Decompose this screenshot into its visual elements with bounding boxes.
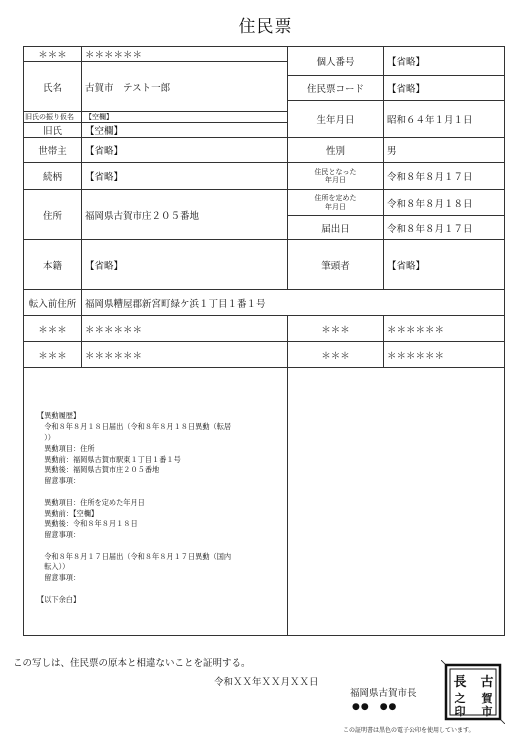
notification-date-label: 届出日	[288, 216, 384, 240]
name-label: 氏名	[24, 62, 82, 112]
masked-value: ＊＊＊＊＊＊	[82, 342, 288, 368]
name-value: 古賀市 テスト一郎	[82, 62, 288, 112]
birthdate-label: 生年月日	[288, 101, 384, 138]
relation-value: 【省略】	[82, 163, 288, 190]
svg-text:市: 市	[481, 705, 493, 718]
relation-label: 続柄	[24, 163, 82, 190]
address-value: 福岡県古賀市庄２０５番地	[82, 190, 288, 240]
address-label: 住所	[24, 190, 82, 240]
head-of-family-label: 筆頭者	[288, 240, 384, 290]
household-head-label: 世帯主	[24, 138, 82, 163]
mayor-title: 福岡県古賀市長	[350, 688, 417, 699]
resident-code-value: 【省略】	[384, 76, 505, 101]
certification-statement: この写しは、住民票の原本と相違ないことを証明する。	[13, 658, 251, 669]
change-history-cell	[24, 368, 288, 636]
footnote: この証明書は黒色の電子公印を使用しています。	[343, 727, 475, 734]
masked-value: ＊＊＊＊＊＊	[82, 47, 288, 62]
individual-number-label: 個人番号	[288, 47, 384, 76]
notification-date-value: 令和８年８月１７日	[384, 216, 505, 240]
masked-label: ＊＊＊	[288, 342, 384, 368]
prev-address-value: 福岡県糟屋郡新宮町緑ケ浜１丁目１番１号	[82, 290, 505, 316]
masked-value: ＊＊＊＊＊＊	[384, 342, 505, 368]
masked-label: ＊＊＊	[24, 316, 82, 342]
became-resident-value: 令和８年８月１７日	[384, 163, 505, 190]
became-resident-label: 住民となった 年月日	[288, 163, 384, 190]
svg-text:印: 印	[454, 705, 466, 718]
individual-number-value: 【省略】	[384, 47, 505, 76]
prev-address-label: 転入前住所	[24, 290, 82, 316]
address-set-label: 住所を定めた 年月日	[288, 190, 384, 216]
masked-label: ＊＊＊	[24, 342, 82, 368]
sex-value: 男	[384, 138, 505, 163]
official-seal-icon	[441, 660, 505, 724]
furigana-value: 【空欄】	[82, 112, 288, 123]
masked-value: ＊＊＊＊＊＊	[384, 316, 505, 342]
household-head-value: 【省略】	[82, 138, 288, 163]
svg-text:古: 古	[480, 675, 494, 690]
masked-label: ＊＊＊	[288, 316, 384, 342]
domicile-label: 本籍	[24, 240, 82, 290]
sex-label: 性別	[288, 138, 384, 163]
issue-date: 令和ＸＸ年ＸＸ月ＸＸ日	[214, 677, 319, 688]
resident-record-table	[23, 46, 505, 636]
resident-code-label: 住民票コード	[288, 76, 384, 101]
address-set-value: 令和８年８月１８日	[384, 190, 505, 216]
svg-text:之: 之	[454, 692, 466, 705]
svg-text:賀: 賀	[481, 692, 493, 705]
old-surname-value: 【空欄】	[82, 123, 288, 138]
svg-text:長: 長	[453, 675, 467, 690]
masked-label: ＊＊＊	[24, 47, 82, 62]
old-surname-label: 旧氏	[24, 123, 82, 138]
change-history-text: 【異動履歴】 令和８年８月１８日届出（令和８年８月１８日異動（転居 ）） 異動項目：住所 異動前：福岡県古賀市駅東１丁目１番１号 異動後：福岡県古賀市庄２０５番地 留意事項： 異動項目：住所を定めた年月日 異動前：【空欄】 異動後：令和８年８月１８日 留意事項： 令和８年８月１７日届出（令和８年８月１７日異動（国内 転入）） 留意事項： 【以下余白】	[37, 411, 232, 604]
furigana-label: 旧氏の振り仮名	[24, 112, 82, 123]
mayor-name: ●● ●●	[352, 702, 398, 712]
masked-value: ＊＊＊＊＊＊	[82, 316, 288, 342]
blank-cell	[288, 368, 505, 636]
document-title: 住民票	[238, 17, 293, 37]
domicile-value: 【省略】	[82, 240, 288, 290]
birthdate-value: 昭和６４年１月１日	[384, 101, 505, 138]
head-of-family-value: 【省略】	[384, 240, 505, 290]
